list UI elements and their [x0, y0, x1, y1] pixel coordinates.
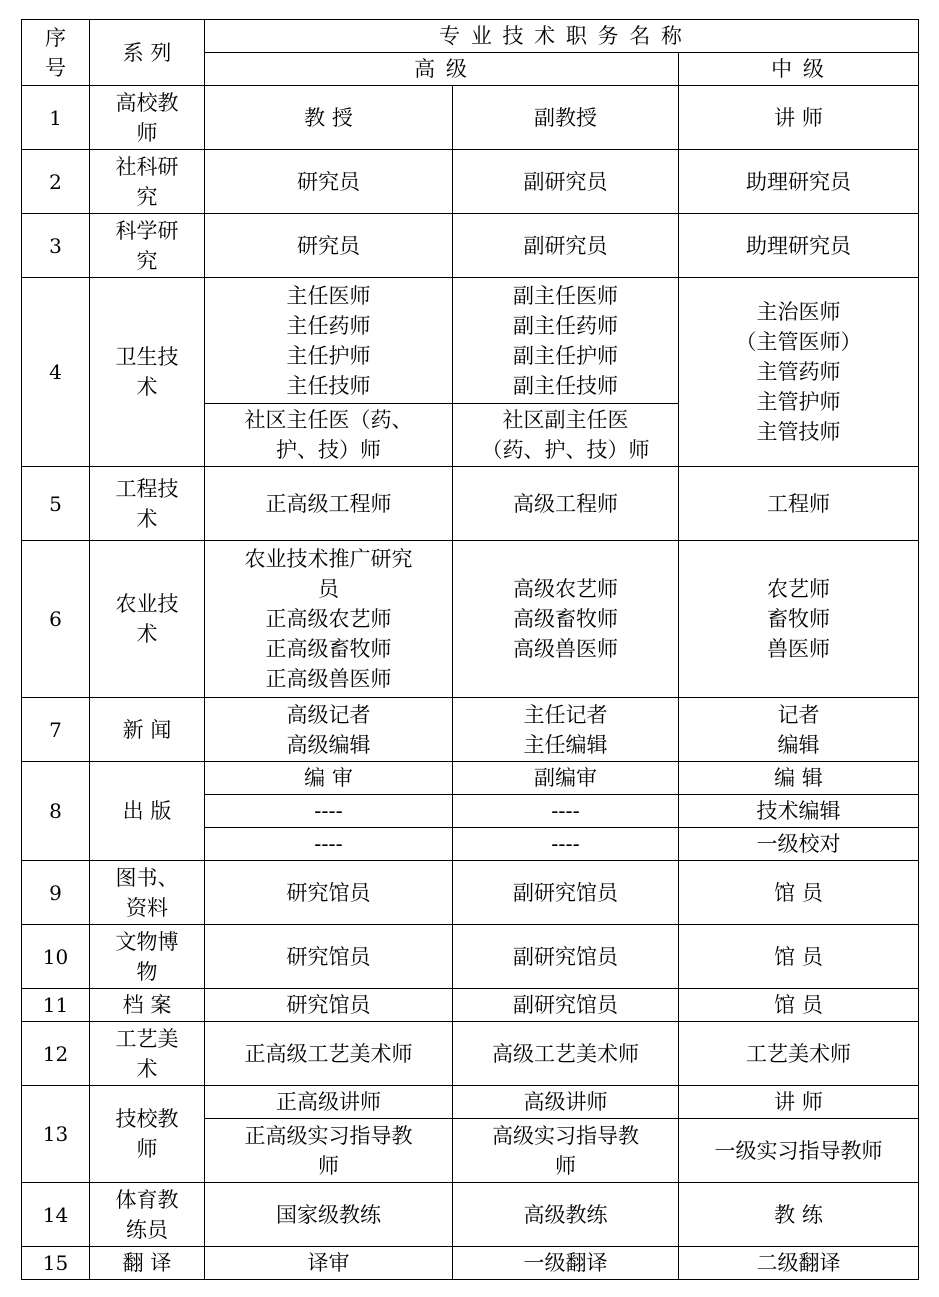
row-series: 图书、 资料	[90, 861, 205, 925]
header-seq: 序 号	[22, 20, 90, 86]
row-series: 工艺美 术	[90, 1022, 205, 1086]
header-senior: 高 级	[205, 53, 679, 86]
row-series: 文物博 物	[90, 925, 205, 989]
senior-associate-title: 高级工艺美术师	[453, 1022, 679, 1086]
row-number: 1	[22, 86, 90, 150]
senior-full-title: 研究馆员	[205, 925, 453, 989]
table-row	[22, 541, 919, 698]
row-number: 7	[22, 698, 90, 762]
row-series: 档 案	[90, 989, 205, 1022]
senior-full-title: 社区主任医（药、 护、技）师	[205, 404, 453, 467]
senior-full-title: 编 审	[205, 762, 453, 795]
senior-associate-title: 高级农艺师 高级畜牧师 高级兽医师	[453, 541, 679, 698]
intermediate-title: 主治医师 （主管医师） 主管药师 主管护师 主管技师	[679, 278, 919, 467]
intermediate-title: 馆 员	[679, 861, 919, 925]
senior-full-title: 研究员	[205, 214, 453, 278]
senior-associate-title: 副研究员	[453, 214, 679, 278]
row-series: 卫生技 术	[90, 278, 205, 467]
senior-full-title: 教 授	[205, 86, 453, 150]
table-row	[22, 1247, 919, 1280]
senior-associate-title: 副研究馆员	[453, 989, 679, 1022]
table-row	[22, 1183, 919, 1247]
table-row	[22, 214, 919, 278]
table-row	[22, 989, 919, 1022]
row-series: 体育教 练员	[90, 1183, 205, 1247]
senior-full-title: 主任医师 主任药师 主任护师 主任技师	[205, 278, 453, 404]
senior-associate-title: 副研究员	[453, 150, 679, 214]
row-series: 翻 译	[90, 1247, 205, 1280]
intermediate-title: 工艺美术师	[679, 1022, 919, 1086]
intermediate-title: 讲 师	[679, 1086, 919, 1119]
intermediate-title: 记者 编辑	[679, 698, 919, 762]
row-series: 社科研 究	[90, 150, 205, 214]
senior-associate-title: ----	[453, 828, 679, 861]
row-number: 4	[22, 278, 90, 467]
row-number: 14	[22, 1183, 90, 1247]
senior-associate-title: 高级教练	[453, 1183, 679, 1247]
row-number: 8	[22, 762, 90, 861]
row-series: 农业技 术	[90, 541, 205, 698]
senior-associate-title: 主任记者 主任编辑	[453, 698, 679, 762]
senior-associate-title: 高级实习指导教 师	[453, 1119, 679, 1183]
row-number: 12	[22, 1022, 90, 1086]
senior-associate-title: 副教授	[453, 86, 679, 150]
table-row	[22, 1086, 919, 1119]
row-number: 13	[22, 1086, 90, 1183]
senior-full-title: 国家级教练	[205, 1183, 453, 1247]
intermediate-title: 一级实习指导教师	[679, 1119, 919, 1183]
table-row	[22, 150, 919, 214]
row-series: 技校教 师	[90, 1086, 205, 1183]
row-series: 科学研 究	[90, 214, 205, 278]
senior-full-title: 研究馆员	[205, 861, 453, 925]
intermediate-title: 教 练	[679, 1183, 919, 1247]
senior-full-title: 译审	[205, 1247, 453, 1280]
senior-associate-title: 副研究馆员	[453, 925, 679, 989]
senior-full-title: 正高级讲师	[205, 1086, 453, 1119]
table-row	[22, 278, 919, 404]
intermediate-title: 一级校对	[679, 828, 919, 861]
senior-full-title: 研究馆员	[205, 989, 453, 1022]
senior-full-title: 高级记者 高级编辑	[205, 698, 453, 762]
intermediate-title: 工程师	[679, 467, 919, 541]
table-row	[22, 698, 919, 762]
senior-full-title: 正高级工程师	[205, 467, 453, 541]
row-number: 10	[22, 925, 90, 989]
header-title: 专 业 技 术 职 务 名 称	[205, 20, 919, 53]
row-number: 6	[22, 541, 90, 698]
senior-full-title: 农业技术推广研究 员 正高级农艺师 正高级畜牧师 正高级兽医师	[205, 541, 453, 698]
row-series: 出 版	[90, 762, 205, 861]
senior-associate-title: ----	[453, 795, 679, 828]
table-row	[22, 762, 919, 795]
senior-associate-title: 高级讲师	[453, 1086, 679, 1119]
row-series: 新 闻	[90, 698, 205, 762]
senior-associate-title: 社区副主任医 （药、护、技）师	[453, 404, 679, 467]
row-number: 15	[22, 1247, 90, 1280]
table-row	[22, 86, 919, 150]
header-intermediate: 中 级	[679, 53, 919, 86]
intermediate-title: 助理研究员	[679, 214, 919, 278]
senior-associate-title: 副主任医师 副主任药师 副主任护师 副主任技师	[453, 278, 679, 404]
senior-associate-title: 一级翻译	[453, 1247, 679, 1280]
senior-full-title: 正高级工艺美术师	[205, 1022, 453, 1086]
senior-associate-title: 副编审	[453, 762, 679, 795]
intermediate-title: 讲 师	[679, 86, 919, 150]
row-number: 11	[22, 989, 90, 1022]
intermediate-title: 馆 员	[679, 925, 919, 989]
intermediate-title: 编 辑	[679, 762, 919, 795]
intermediate-title: 农艺师 畜牧师 兽医师	[679, 541, 919, 698]
row-series: 高校教 师	[90, 86, 205, 150]
senior-associate-title: 副研究馆员	[453, 861, 679, 925]
table-row	[22, 861, 919, 925]
intermediate-title: 技术编辑	[679, 795, 919, 828]
senior-full-title: 正高级实习指导教 师	[205, 1119, 453, 1183]
table-row	[22, 467, 919, 541]
senior-full-title: ----	[205, 795, 453, 828]
row-number: 3	[22, 214, 90, 278]
senior-full-title: ----	[205, 828, 453, 861]
row-number: 5	[22, 467, 90, 541]
intermediate-title: 助理研究员	[679, 150, 919, 214]
table-row	[22, 1022, 919, 1086]
senior-associate-title: 高级工程师	[453, 467, 679, 541]
intermediate-title: 二级翻译	[679, 1247, 919, 1280]
row-number: 2	[22, 150, 90, 214]
table-row	[22, 925, 919, 989]
row-number: 9	[22, 861, 90, 925]
professional-title-table	[21, 19, 919, 1280]
senior-full-title: 研究员	[205, 150, 453, 214]
row-series: 工程技 术	[90, 467, 205, 541]
header-series: 系 列	[90, 20, 205, 86]
intermediate-title: 馆 员	[679, 989, 919, 1022]
